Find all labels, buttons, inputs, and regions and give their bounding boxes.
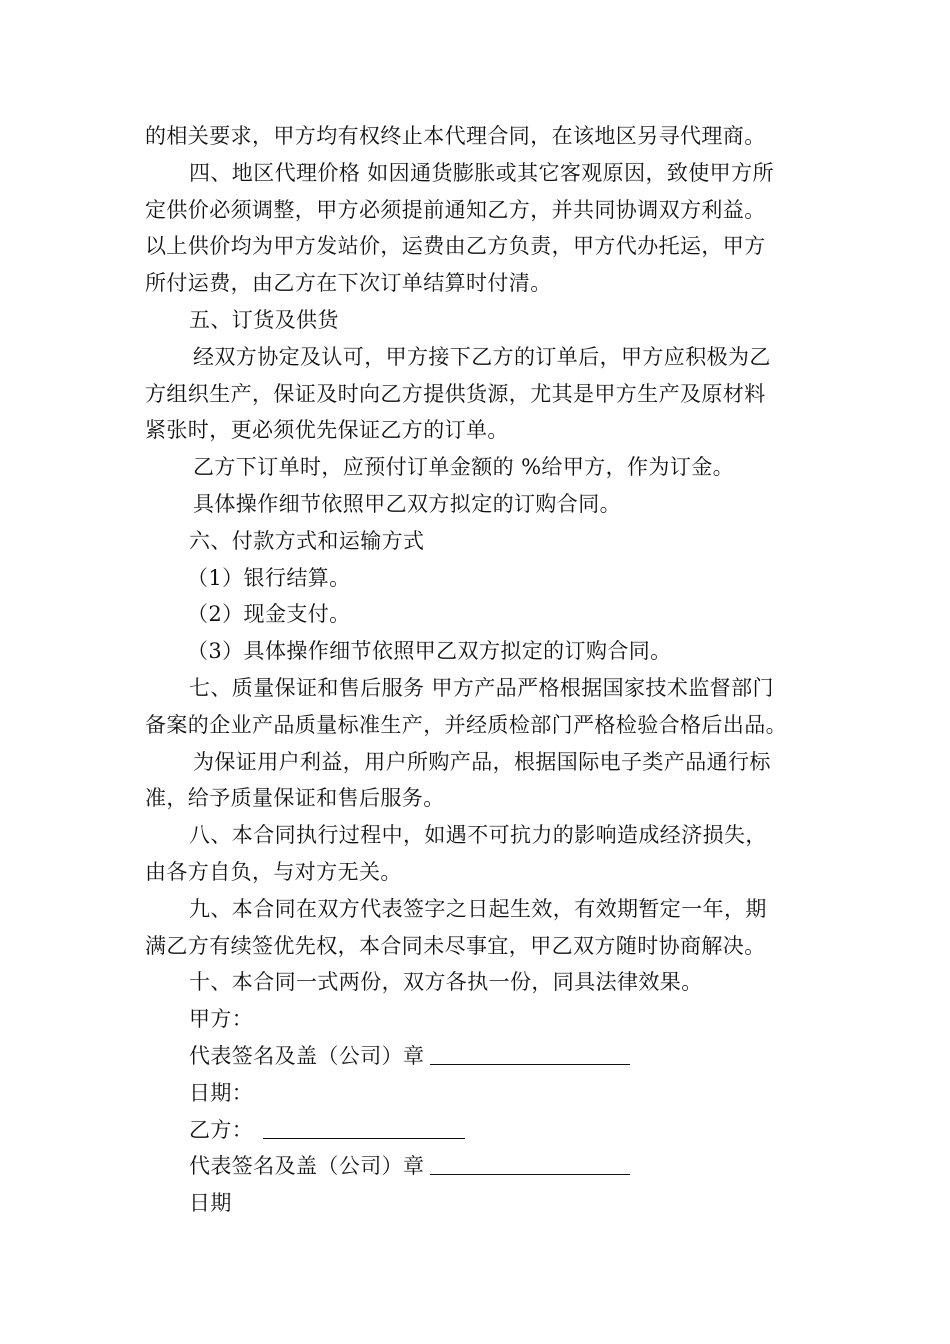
text-line: 乙方下订单时，应预付订单金额的 %给甲方，作为订金。	[193, 455, 735, 480]
party-b-line	[145, 1112, 809, 1149]
contract-body	[145, 118, 809, 1222]
text-line: 方组织生产，保证及时向乙方提供货源，尤其是甲方生产及原材料	[145, 381, 766, 406]
clause-4-heading: 四、地区代理价格 如因通货膨胀或其它客观原因，致使甲方所	[189, 160, 774, 185]
signature-label: 代表签名及盖（公司）章	[189, 1043, 425, 1068]
party-a-label: 甲方：	[189, 1007, 254, 1032]
clause-10-heading: 十、本合同一式两份，双方各执一份，同具法律效果。	[189, 970, 703, 995]
text-line: 准，给予质量保证和售后服务。	[145, 786, 445, 811]
text-line: 紧张时，更必须优先保证乙方的订单。	[145, 418, 509, 443]
list-item: （2）现金支付。	[187, 602, 351, 627]
text-line: 具体操作细节依照甲乙双方拟定的订购合同。	[193, 491, 621, 516]
party-b-date-label: 日期	[189, 1191, 232, 1216]
signature-label: 代表签名及盖（公司）章	[189, 1154, 425, 1179]
text-line: 以上供价均为甲方发站价，运费由乙方负责，甲方代办托运，甲方	[145, 234, 766, 259]
clause-6-heading: 六、付款方式和运输方式	[189, 528, 425, 553]
list-item: （3）具体操作细节依照甲乙双方拟定的订购合同。	[187, 639, 672, 664]
list-item: （1）银行结算。	[187, 565, 351, 590]
signature-blank	[430, 1154, 630, 1175]
party-a-signature-line	[145, 1038, 809, 1075]
text-line: 定供价必须调整，甲方必须提前通知乙方，并共同协调双方利益。	[145, 197, 766, 222]
clause-5-heading: 五、订货及供货	[189, 307, 339, 332]
clause-7-heading: 七、质量保证和售后服务 甲方产品严格根据国家技术监督部门	[189, 675, 774, 700]
party-b-blank	[263, 1118, 465, 1139]
text-line: 备案的企业产品质量标准生产，并经质检部门严格检验合格后出品。	[145, 712, 787, 737]
text-line: 为保证用户利益，用户所购产品，根据国际电子类产品通行标	[193, 749, 771, 774]
party-b-label: 乙方：	[189, 1117, 254, 1142]
party-b-signature-line	[145, 1148, 809, 1185]
clause-8-heading: 八、本合同执行过程中，如遇不可抗力的影响造成经济损失，	[189, 823, 767, 848]
clause-9-heading: 九、本合同在双方代表签字之日起生效，有效期暂定一年，期	[189, 896, 767, 921]
text-line: 经双方协定及认可，甲方接下乙方的订单后，甲方应积极为乙	[193, 344, 771, 369]
text-line: 满乙方有续签优先权，本合同未尽事宜，甲乙双方随时协商解决。	[145, 933, 766, 958]
signature-blank	[430, 1044, 630, 1065]
text-line: 所付运费，由乙方在下次订单结算时付清。	[145, 271, 552, 296]
party-a-date-label: 日期：	[189, 1080, 254, 1105]
text-line: 由各方自负，与对方无关。	[145, 859, 402, 884]
text-line: 的相关要求，甲方均有权终止本代理合同，在该地区另寻代理商。	[145, 124, 766, 148]
